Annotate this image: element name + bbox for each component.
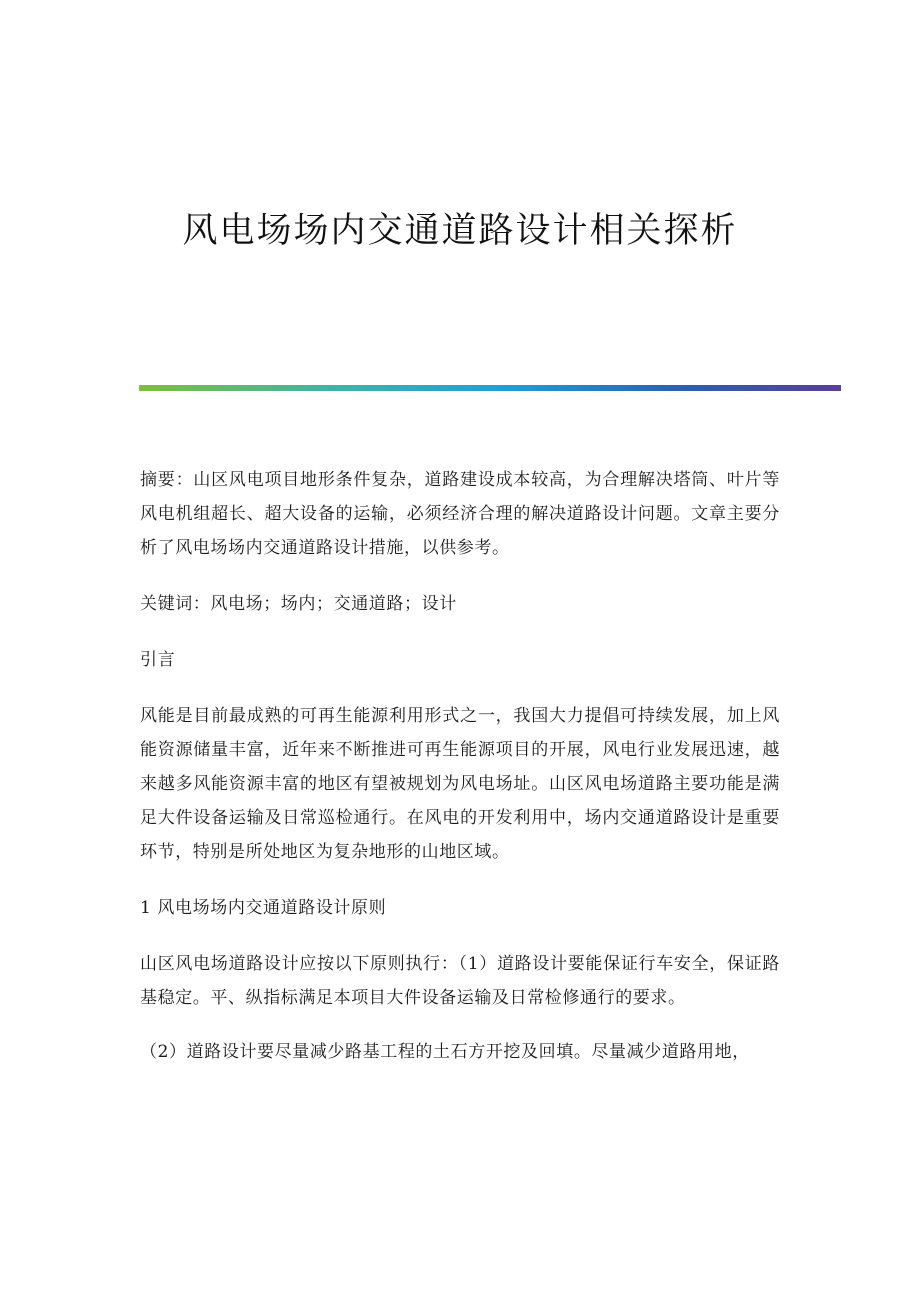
- document-title: 风电场场内交通道路设计相关探析: [182, 211, 738, 251]
- abstract-paragraph: 摘要：山区风电项目地形条件复杂，道路建设成本较高，为合理解决塔筒、叶片等风电机组超长、超大设备的运输，必须经济合理的解决道路设计问题。文章主要分析了风电场场内交通道路设计措施，以供参考。: [140, 470, 780, 558]
- section1-paragraph-1: 山区风电场道路设计应按以下原则执行：（1）道路设计要能保证行车安全，保证路基稳定。平、纵指标满足本项目大件设备运输及日常检修通行的要求。: [140, 954, 780, 1008]
- section1-paragraph-2: （2）道路设计要尽量减少路基工程的土石方开挖及回填。尽量减少道路用地，: [140, 1042, 750, 1062]
- intro-paragraph: 风能是目前最成熟的可再生能源利用形式之一，我国大力提倡可持续发展，加上风能资源储量丰富，近年来不断推进可再生能源项目的开展，风电行业发展迅速，越来越多风能资源丰富的地区有望被规划为风电场址。山区风电场道路主要功能是满足大件设备运输及日常巡检通行。在风电的开发利用中，场内交通道路设计是重要环节，特别是所处地区为复杂地形的山地区域。: [140, 706, 780, 862]
- keywords-paragraph: 关键词：风电场；场内；交通道路；设计: [140, 594, 457, 614]
- intro-heading: 引言: [140, 650, 176, 670]
- document-body: [140, 463, 780, 1091]
- title-gradient-rule: [139, 385, 841, 391]
- section1-heading: 1 风电场场内交通道路设计原则: [140, 898, 387, 918]
